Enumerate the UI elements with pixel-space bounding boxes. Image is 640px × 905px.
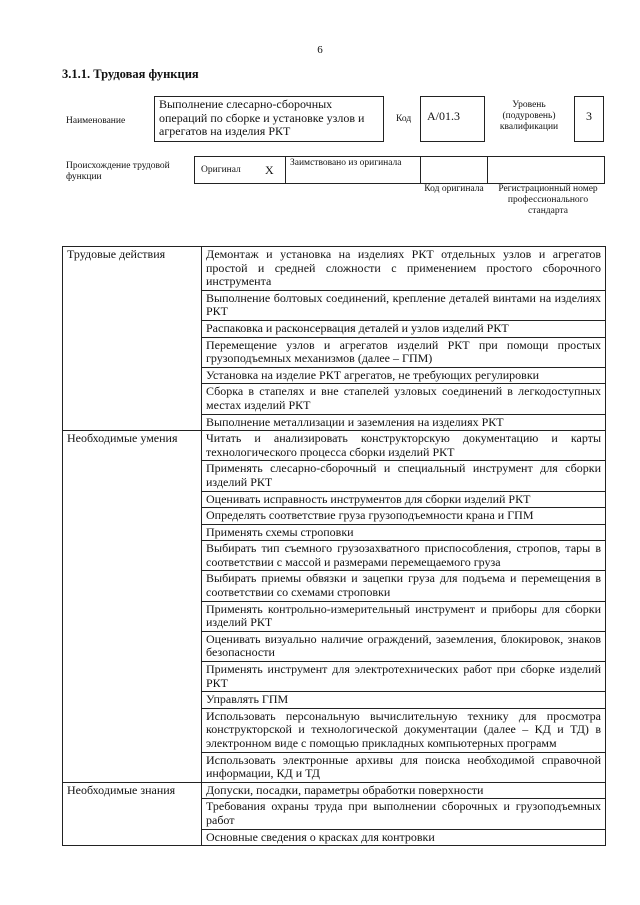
category-cell: Необходимые умения bbox=[63, 431, 202, 783]
section-title: 3.1.1. Трудовая функция bbox=[62, 67, 199, 81]
table-row bbox=[63, 247, 606, 291]
item-cell: Оценивать визуально наличие ограждений, заземления, блокировок, знаков безопасности bbox=[202, 631, 606, 661]
item-cell: Распаковка и расконсервация деталей и узлов изделий РКТ bbox=[202, 320, 606, 337]
item-cell: Применять контрольно-измерительный инструмент и приборы для сборки изделий РКТ bbox=[202, 601, 606, 631]
category-cell: Трудовые действия bbox=[63, 247, 202, 431]
item-cell: Требования охраны труда при выполнении сборочных и грузоподъемных работ bbox=[202, 799, 606, 829]
original-label: Оригинал bbox=[201, 165, 241, 175]
item-cell: Управлять ГПМ bbox=[202, 692, 606, 709]
item-cell: Применять слесарно-сборочный и специальный инструмент для сборки изделий РКТ bbox=[202, 461, 606, 491]
function-code-box: А/01.3 bbox=[420, 96, 485, 142]
table-row bbox=[63, 782, 606, 799]
function-details-table bbox=[62, 246, 606, 846]
item-cell: Применять схемы строповки bbox=[202, 524, 606, 541]
original-mark: X bbox=[265, 163, 274, 177]
name-label: Наименование bbox=[66, 116, 126, 126]
item-cell: Выполнение металлизации и заземления на изделиях РКТ bbox=[202, 414, 606, 431]
item-cell: Выбирать тип съемного грузозахватного приспособления, стропов, тары в соответствии с массой и размерами перемещаемого груза bbox=[202, 541, 606, 571]
origin-label: Происхождение трудовой функции bbox=[66, 161, 170, 182]
item-cell: Перемещение узлов и агрегатов изделий РКТ при помощи простых грузоподъемных механизмов (далее – ГПМ) bbox=[202, 337, 606, 367]
item-cell: Выполнение болтовых соединений, крепление деталей винтами на изделиях РКТ bbox=[202, 290, 606, 320]
code-caption: Код оригинала bbox=[424, 184, 484, 194]
item-cell: Демонтаж и установка на изделиях РКТ отдельных узлов и агрегатов простой и средней сложности с применением простого сборочного инструмента bbox=[202, 247, 606, 291]
original-cell bbox=[194, 156, 286, 184]
page-number: 6 bbox=[317, 44, 323, 56]
item-cell: Выбирать приемы обвязки и зацепки груза для подъема и перемещения в соответствии со схемами строповки bbox=[202, 571, 606, 601]
item-cell: Читать и анализировать конструкторскую документацию и карты технологического процесса сборки изделий РКТ bbox=[202, 431, 606, 461]
item-cell: Использовать электронные архивы для поиска необходимой справочной информации, КД и ТД bbox=[202, 752, 606, 782]
category-cell: Необходимые знания bbox=[63, 782, 202, 845]
reg-number-caption: Регистрационный номер профессионального стандарта bbox=[498, 184, 598, 216]
code-label: Код bbox=[396, 114, 412, 124]
borrowed-cell bbox=[285, 156, 421, 184]
item-cell: Сборка в стапелях и вне стапелей узловых соединений в легкодоступных местах изделий РКТ bbox=[202, 384, 606, 414]
item-cell: Применять инструмент для электротехнических работ при сборке изделий РКТ bbox=[202, 662, 606, 692]
item-cell: Использовать персональную вычислительную технику для просмотра конструкторской и технологической документации (далее – КД и ТД) в электронном виде с помощью прикладных компьютерных программ bbox=[202, 708, 606, 752]
function-name-box: Выполнение слесарно-сборочных операций по сборке и установке узлов и агрегатов на изделия РКТ bbox=[154, 96, 384, 142]
table-row bbox=[63, 431, 606, 461]
item-cell: Допуски, посадки, параметры обработки поверхности bbox=[202, 782, 606, 799]
item-cell: Установка на изделие РКТ агрегатов, не требующих регулировки bbox=[202, 367, 606, 384]
borrowed-label: Заимствовано из оригинала bbox=[290, 158, 402, 168]
reg-number-cell bbox=[487, 156, 605, 184]
item-cell: Основные сведения о красках для контровки bbox=[202, 829, 606, 846]
item-cell: Определять соответствие груза грузоподъемности крана и ГПМ bbox=[202, 508, 606, 525]
level-value-box: 3 bbox=[574, 96, 604, 142]
origin-code-cell bbox=[420, 156, 488, 184]
level-label: Уровень (подуровень) квалификации bbox=[499, 100, 559, 132]
item-cell: Оценивать исправность инструментов для сборки изделий РКТ bbox=[202, 491, 606, 508]
